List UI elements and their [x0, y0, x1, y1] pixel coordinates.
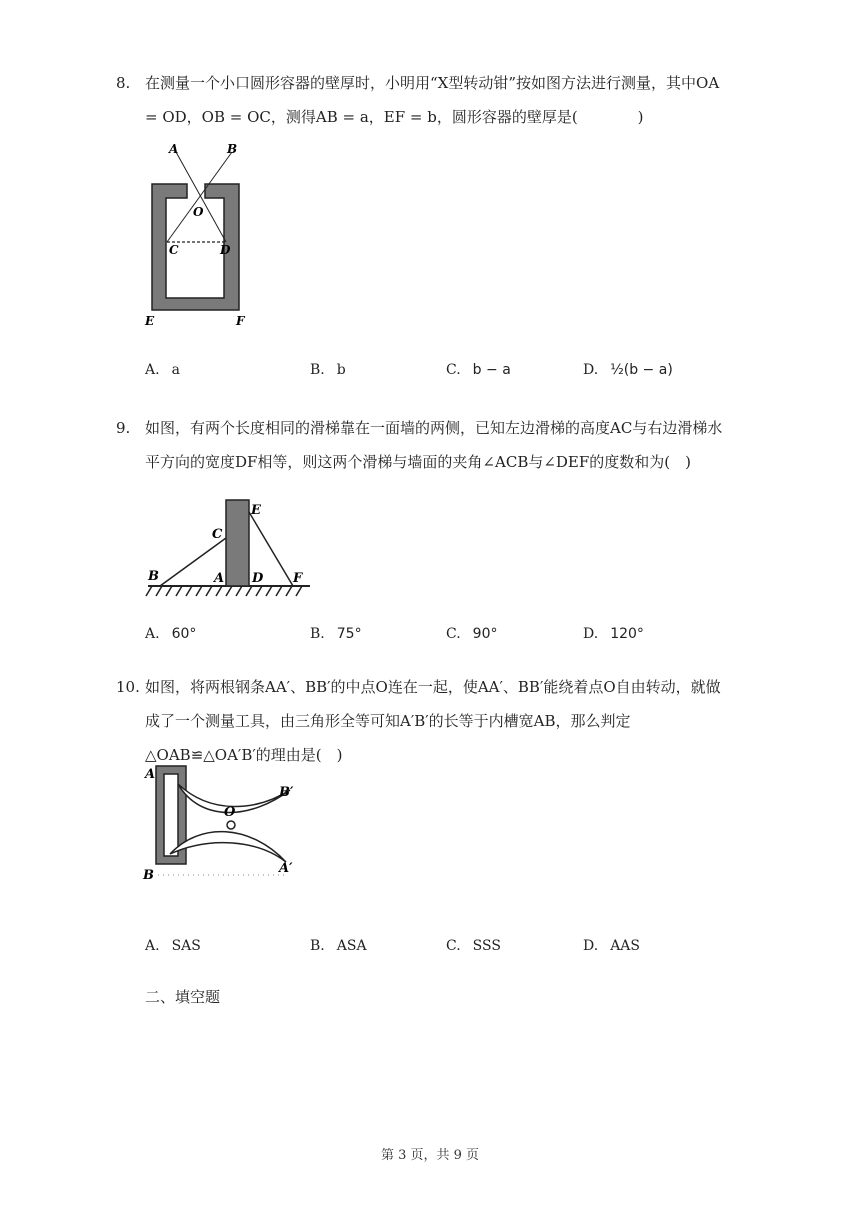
question-9: [116, 411, 726, 479]
label-B-prime: B′: [279, 785, 294, 800]
option-d[interactable]: D. ½(b − a): [583, 362, 673, 378]
label-O: O: [224, 805, 236, 820]
option-c[interactable]: C. b − a: [446, 362, 511, 378]
label-C: C: [169, 243, 179, 257]
option-b[interactable]: B. 75°: [310, 626, 362, 642]
label-A: A: [214, 571, 225, 586]
label-E: E: [251, 503, 261, 518]
figure-slides: [140, 494, 320, 606]
page-footer: 第 3 页，共 9 页: [380, 1148, 480, 1163]
label-E: E: [145, 314, 155, 328]
option-b[interactable]: B. b: [310, 362, 346, 378]
option-b[interactable]: B. ASA: [310, 938, 367, 954]
question-text: 如图，有两个长度相同的滑梯靠在一面墙的两侧，已知左边滑梯的高度AC与右边滑梯水平方向的宽度DF相等，则这两个滑梯与墙面的夹角∠ACB与∠DEF的度数和为( ): [145, 419, 723, 471]
options-8: [145, 362, 745, 386]
label-B: B: [227, 142, 238, 156]
question-number: 10.: [116, 678, 140, 696]
question-number: 8.: [116, 74, 131, 92]
label-A: A: [169, 142, 179, 156]
question-text: 如图，将两根钢条AA′、BB′的中点O连在一起，使AA′、BB′能绕着点O自由转动，就做成了一个测量工具，由三角形全等可知A′B′的长等于内槽宽AB，那么判定△OAB≌△OA′B′的理由是( ): [145, 678, 721, 764]
label-B: B: [143, 868, 154, 883]
option-a[interactable]: A. 60°: [145, 626, 197, 642]
option-c[interactable]: C. 90°: [446, 626, 498, 642]
label-D: D: [220, 243, 231, 257]
option-d[interactable]: D. 120°: [583, 626, 644, 642]
option-c[interactable]: C. SSS: [446, 938, 501, 954]
label-D: D: [252, 571, 264, 586]
question-number: 9.: [116, 419, 131, 437]
label-B: B: [148, 569, 159, 584]
label-C: C: [212, 527, 223, 542]
question-8: [116, 66, 726, 134]
figure-x-caliper: [140, 138, 260, 330]
label-F: F: [293, 571, 303, 586]
option-d[interactable]: D. AAS: [583, 938, 640, 954]
section-title: 二、填空题: [145, 988, 221, 1006]
option-a[interactable]: A. SAS: [145, 938, 201, 954]
options-9: [145, 626, 745, 650]
question-text: 在测量一个小口圆形容器的壁厚时，小明用“X型转动钳”按如图方法进行测量，其中OA = OD，OB = OC，测得AB = a，EF = b，圆形容器的壁厚是( ): [145, 74, 720, 126]
option-a[interactable]: A. a: [145, 362, 180, 378]
label-A-prime: A′: [279, 861, 293, 876]
options-10: [145, 938, 745, 962]
label-A: A: [145, 767, 156, 782]
label-F: F: [236, 314, 245, 328]
figure-steel-bars: [140, 762, 310, 888]
label-O: O: [193, 205, 204, 219]
question-10: [116, 670, 726, 772]
